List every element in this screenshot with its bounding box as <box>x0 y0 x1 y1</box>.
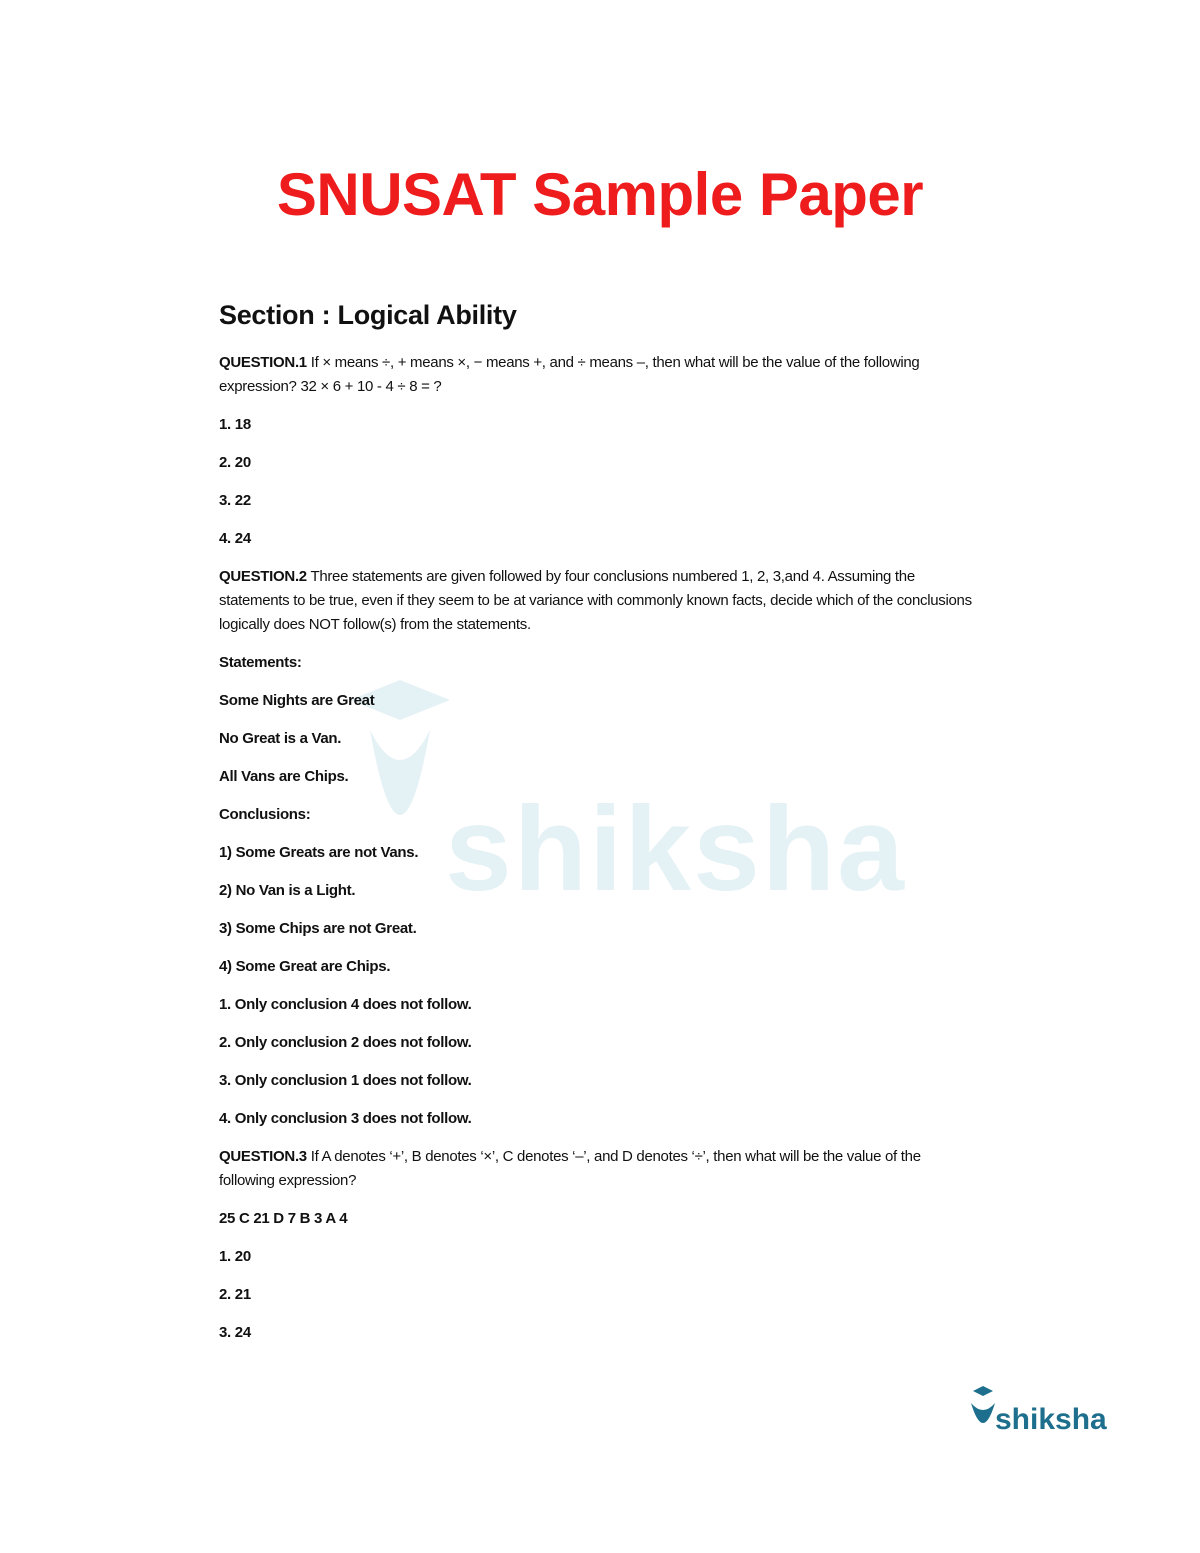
paper-content <box>219 300 979 1359</box>
q2-option-1: 1. Only conclusion 4 does not follow. <box>219 996 472 1013</box>
question-1 <box>219 351 979 399</box>
question-3-text: If A denotes ‘+’, B denotes ‘×’, C denotes ‘–’, and D denotes ‘÷’, then what will be the value of the following expression? <box>219 1148 921 1189</box>
question-1-label: QUESTION.1 <box>219 354 307 371</box>
conclusion-4: 4) Some Great are Chips. <box>219 958 391 975</box>
statements-label: Statements: <box>219 654 302 671</box>
question-3 <box>219 1145 979 1193</box>
question-2-label: QUESTION.2 <box>219 568 307 585</box>
conclusion-3: 3) Some Chips are not Great. <box>219 920 417 937</box>
statement-2: No Great is a Van. <box>219 730 342 747</box>
q1-option-4: 4. 24 <box>219 530 251 547</box>
q2-option-2: 2. Only conclusion 2 does not follow. <box>219 1034 472 1051</box>
shiksha-logo-text: shiksha <box>995 1403 1107 1436</box>
question-2 <box>219 565 979 637</box>
q3-option-2: 2. 21 <box>219 1286 251 1303</box>
section-heading: Section : Logical Ability <box>219 300 517 330</box>
q3-option-1: 1. 20 <box>219 1248 251 1265</box>
q1-option-1: 1. 18 <box>219 416 251 433</box>
conclusion-1: 1) Some Greats are not Vans. <box>219 844 419 861</box>
question-2-text: Three statements are given followed by four conclusions numbered 1, 2, 3,and 4. Assuming the statements to be true, even if they seem to be at variance with commonly known facts, decide which of the conclusions logically does NOT follow(s) from the statements. <box>219 568 972 633</box>
shiksha-watermark-text: shiksha <box>445 782 906 916</box>
question-3-label: QUESTION.3 <box>219 1148 307 1165</box>
q1-option-3: 3. 22 <box>219 492 251 509</box>
q3-option-3: 3. 24 <box>219 1324 251 1341</box>
q2-option-4: 4. Only conclusion 3 does not follow. <box>219 1110 472 1127</box>
q1-option-2: 2. 20 <box>219 454 251 471</box>
conclusions-label: Conclusions: <box>219 806 311 823</box>
question-1-text: If × means ÷, + means ×, − means +, and ÷ means –, then what will be the value of the following expression? 32 × 6 + 10 - 4 ÷ 8 = ? <box>219 354 920 395</box>
statement-1: Some Nights are Great <box>219 692 375 709</box>
q2-option-3: 3. Only conclusion 1 does not follow. <box>219 1072 472 1089</box>
conclusion-2: 2) No Van is a Light. <box>219 882 356 899</box>
q3-expression: 25 C 21 D 7 B 3 A 4 <box>219 1210 348 1227</box>
statement-3: All Vans are Chips. <box>219 768 349 785</box>
page-title: SNUSAT Sample Paper <box>276 161 924 228</box>
